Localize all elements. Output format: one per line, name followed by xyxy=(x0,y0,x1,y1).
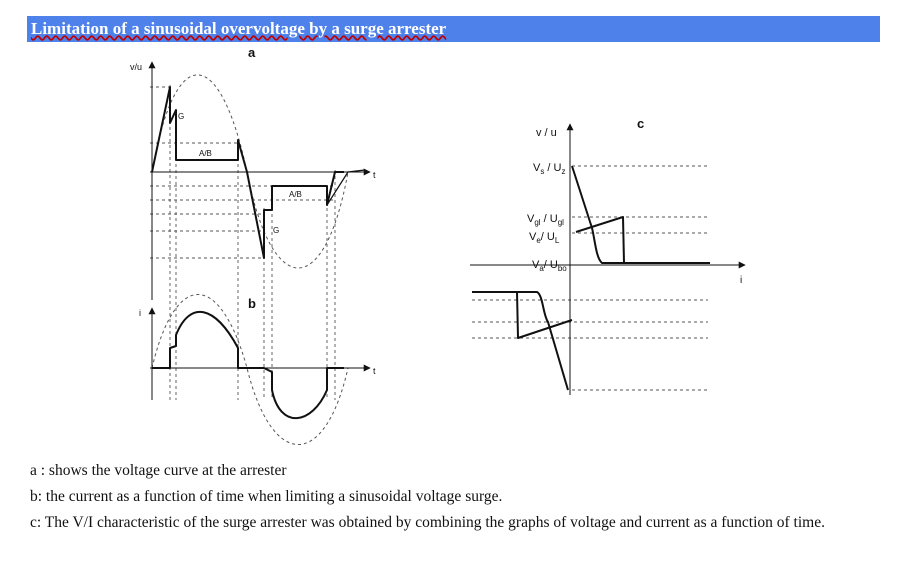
caption-b: b: the current as a function of time when limiting a sinusoidal voltage surge. xyxy=(30,488,503,505)
arc-label-1: A/B xyxy=(199,149,212,158)
page-title: Limitation of a sinusoidal overvoltage by a surge arrester xyxy=(31,19,447,38)
panel-c-y-label: v / u xyxy=(536,127,557,139)
panel-c-x-label: i xyxy=(740,275,743,286)
caption-a: a : shows the voltage curve at the arrester xyxy=(30,462,287,479)
panel-a-y-label: v/u xyxy=(130,62,143,72)
panel-a-x-label: t xyxy=(373,170,376,180)
label-vgl-ugl: $V_{gl} / U_{gl}$ xyxy=(527,213,564,227)
panel-a-guides xyxy=(150,85,336,400)
label-vs-uz: $V_s / U_z$ xyxy=(533,162,566,176)
glow-label-2: G xyxy=(273,226,280,235)
arc-label-2: A/B xyxy=(289,190,302,199)
current-reference-curve xyxy=(152,295,348,445)
panel-c xyxy=(470,116,745,395)
label-va-ubo: $V_a/$ $U_{bo}$ xyxy=(532,259,567,273)
caption-c: c: The V/I characteristic of the surge arrester was obtained by combining the graphs of voltage and current as a function of time. xyxy=(30,514,825,531)
panel-b-y-label: i xyxy=(139,308,141,318)
panel-c-guides xyxy=(472,166,708,390)
panel-a xyxy=(130,45,376,400)
sine-reference-curve xyxy=(152,75,348,268)
panel-b xyxy=(139,295,376,445)
panel-b-x-label: t xyxy=(373,366,376,376)
current-curve xyxy=(152,312,344,418)
glow-label-1: G xyxy=(178,112,185,121)
vi-characteristic-positive xyxy=(572,166,710,263)
vi-arc-branch-positive xyxy=(576,217,624,263)
panel-a-letter: a xyxy=(248,45,256,60)
vi-characteristic-negative xyxy=(472,292,568,390)
label-ve-ul: $V_e/$ $U_L$ xyxy=(529,231,560,245)
panel-c-letter: c xyxy=(637,116,645,131)
panel-b-letter: b xyxy=(248,296,256,311)
